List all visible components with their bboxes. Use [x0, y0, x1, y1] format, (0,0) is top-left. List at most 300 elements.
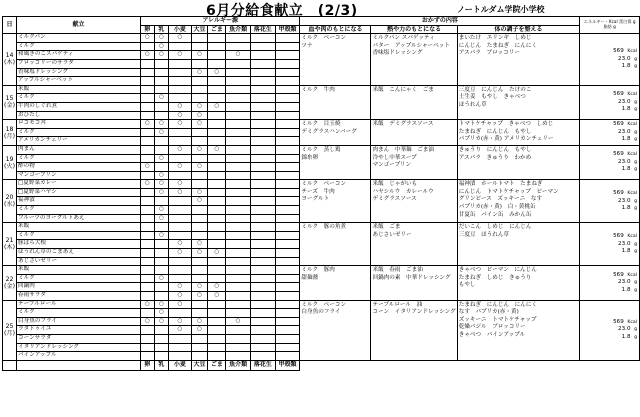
- allergen-mark: ○: [154, 317, 169, 326]
- allergen-mark: ○: [191, 188, 208, 197]
- nutrition-unit: g: [634, 334, 637, 340]
- menu-item: ミルク: [17, 274, 141, 283]
- allergen-mark: [226, 154, 251, 163]
- allergen-mark: ○: [169, 120, 191, 129]
- allergen-mark: [226, 68, 251, 77]
- menu-item: ミルク: [17, 128, 141, 137]
- allergen-mark: [140, 249, 154, 258]
- allergen-mark: ○: [154, 120, 169, 129]
- nutrition-line: [581, 233, 637, 240]
- allergen-mark: [250, 145, 275, 154]
- content-heat: 米飯 じゃがいも ハヤシルウ カレールウ デミグラスソース: [371, 180, 457, 223]
- allergen-mark: [169, 309, 191, 318]
- allergen-mark: [226, 283, 251, 292]
- allergen-mark: ○: [169, 51, 191, 60]
- allergen-mark: ○: [208, 292, 226, 301]
- allergen-mark: [140, 274, 154, 283]
- allergen-mark: [250, 51, 275, 60]
- nutrition-cell: [580, 145, 640, 179]
- allergen-mark: [191, 94, 208, 103]
- allergen-mark: [226, 111, 251, 120]
- content-blood: ミルク 豚の角煮: [300, 223, 371, 266]
- allergen-mark: ○: [191, 102, 208, 111]
- header-content: おかずの内容: [300, 17, 580, 26]
- header-nutrition: エネルギー・Kcal 蛋白質 g 脂肪 g: [580, 17, 640, 34]
- day-weekday: (月): [4, 330, 16, 338]
- allergen-mark: [169, 223, 191, 232]
- nutrition-value-fat: 1.8: [621, 247, 631, 254]
- allergen-mark: [140, 128, 154, 137]
- nutrition-value-protein: 23.0: [618, 279, 631, 286]
- allergen-mark: [140, 59, 154, 68]
- header-content-col: 熱や力のもとになる: [371, 25, 457, 34]
- nutrition-line: [581, 63, 637, 70]
- allergen-mark: [208, 34, 226, 43]
- allergen-mark: [154, 292, 169, 301]
- allergen-mark: [154, 283, 169, 292]
- allergen-mark: [169, 85, 191, 94]
- allergen-mark: [226, 163, 251, 172]
- table-row: [3, 300, 640, 309]
- allergen-mark: ○: [169, 180, 191, 189]
- allergen-mark: [140, 334, 154, 343]
- content-body: 福神漬 ホールトマト たまねぎ にんじん トマトケチャップ ピーマン グリンピース ズッキーニ なす パプリカ(赤・黄) 白・黄桃缶 甘夏缶 パイン缶 みかん缶: [457, 180, 580, 223]
- table-row: [3, 223, 640, 232]
- content-body: トマトケチャップ きゃべつ しめじ たまねぎ にんじん もやし パプリカ(赤・黄) アメリカンチェリー: [457, 120, 580, 146]
- header-allergy: アレルギー源: [140, 17, 299, 26]
- footer-allergen: 魚介類: [226, 360, 251, 370]
- allergen-mark: [226, 102, 251, 111]
- header-allergen: 卵: [140, 25, 154, 34]
- table-row: [3, 120, 640, 129]
- nutrition-unit: g: [634, 167, 637, 173]
- allergen-mark: [250, 120, 275, 129]
- allergen-mark: [208, 206, 226, 215]
- allergen-mark: [140, 171, 154, 180]
- allergen-mark: [169, 68, 191, 77]
- day-weekday: (火): [4, 162, 16, 170]
- content-body: きゃべつ ピーマン にんじん たまねぎ しめじ きゅうり もやし: [457, 266, 580, 300]
- day-weekday: (木): [4, 59, 16, 67]
- allergen-mark: [250, 94, 275, 103]
- menu-item: アップルシャーベット: [17, 77, 141, 86]
- nutrition-unit: g: [634, 327, 637, 333]
- nutrition-value-protein: 23.0: [618, 98, 631, 105]
- allergen-mark: ○: [169, 111, 191, 120]
- allergen-mark: [140, 68, 154, 77]
- day-date: 22: [5, 275, 14, 283]
- nutrition-line: [581, 319, 637, 326]
- nutrition-value-kcal: 569: [613, 319, 624, 326]
- allergen-mark: [250, 343, 275, 352]
- allergen-mark: [191, 300, 208, 309]
- allergen-mark: [208, 317, 226, 326]
- allergen-mark: ○: [226, 317, 251, 326]
- allergen-mark: [250, 77, 275, 86]
- allergen-mark: [154, 343, 169, 352]
- nutrition-line: [581, 248, 637, 255]
- allergen-mark: [169, 94, 191, 103]
- day-weekday: (月): [4, 132, 16, 140]
- nutrition-line: [581, 106, 637, 113]
- menu-item: おひたし: [17, 111, 141, 120]
- allergen-mark: [154, 266, 169, 275]
- nutrition-unit: g: [634, 137, 637, 143]
- allergen-mark: ○: [169, 163, 191, 172]
- menu-item: 回鍋肉: [17, 283, 141, 292]
- nutrition-line: [581, 205, 637, 212]
- allergen-mark: [250, 283, 275, 292]
- allergen-mark: [250, 42, 275, 51]
- nutrition-value-kcal: 569: [613, 48, 624, 55]
- nutrition-unit: Kcal: [627, 49, 637, 55]
- allergen-mark: [250, 102, 275, 111]
- menu-item: ほうれん草のごまあえ: [17, 249, 141, 258]
- allergen-mark: [250, 154, 275, 163]
- menu-item: ミルクパン: [17, 34, 141, 43]
- table-row: [3, 85, 640, 94]
- allergen-mark: ○: [191, 197, 208, 206]
- allergen-mark: [226, 171, 251, 180]
- allergen-mark: [154, 163, 169, 172]
- nutrition-line: [581, 272, 637, 279]
- day-weekday: (水): [4, 201, 16, 209]
- nutrition-line: [581, 287, 637, 294]
- nutrition-value-kcal: 569: [613, 271, 624, 278]
- allergen-mark: [154, 145, 169, 154]
- content-heat: 米飯 こんにゃく ごま: [371, 85, 457, 119]
- menu-item: 米飯: [17, 85, 141, 94]
- allergen-mark: ○: [154, 188, 169, 197]
- menu-item: 米飯: [17, 223, 141, 232]
- allergen-mark: [140, 240, 154, 249]
- nutrition-unit: Kcal: [627, 272, 637, 278]
- nutrition-unit: g: [634, 241, 637, 247]
- content-heat: 米飯 デミグラスソース: [371, 120, 457, 146]
- menu-item: マンゴープリン: [17, 171, 141, 180]
- nutrition-cell: [580, 85, 640, 119]
- allergen-mark: [208, 257, 226, 266]
- allergen-mark: [275, 85, 300, 94]
- day-date: 20: [5, 194, 14, 202]
- day-cell: [3, 145, 17, 179]
- menu-item: ブロッコリーのサラダ: [17, 59, 141, 68]
- content-blood: ミルク ベーコン チーズ 牛肉 ヨーグルト: [300, 180, 371, 223]
- allergen-mark: [169, 352, 191, 361]
- allergen-mark: [226, 257, 251, 266]
- nutrition-unit: g: [634, 107, 637, 113]
- allergen-mark: [226, 128, 251, 137]
- allergen-mark: [226, 188, 251, 197]
- allergen-mark: [140, 188, 154, 197]
- day-date: 15: [5, 95, 14, 103]
- nutrition-line: [581, 136, 637, 143]
- menu-item: ラタトゥイユ: [17, 326, 141, 335]
- allergen-mark: [275, 317, 300, 326]
- menu-item: 豚ばら大根: [17, 240, 141, 249]
- menu-item: ロコモコ丼: [17, 120, 141, 129]
- nutrition-unit: Kcal: [627, 234, 637, 240]
- allergen-mark: [154, 68, 169, 77]
- allergen-mark: [275, 42, 300, 51]
- allergen-mark: [208, 154, 226, 163]
- allergen-mark: ○: [140, 300, 154, 309]
- allergen-mark: [250, 68, 275, 77]
- allergen-mark: [154, 240, 169, 249]
- allergen-mark: [275, 334, 300, 343]
- menu-item: 白身魚のフライ: [17, 317, 141, 326]
- nutrition-value-fat: 1.8: [621, 136, 631, 143]
- allergen-mark: [140, 197, 154, 206]
- day-cell: [3, 223, 17, 266]
- nutrition-line: [581, 326, 637, 333]
- allergen-mark: [250, 317, 275, 326]
- allergen-mark: [191, 59, 208, 68]
- allergen-mark: [250, 180, 275, 189]
- allergen-mark: [191, 223, 208, 232]
- allergen-mark: ○: [169, 145, 191, 154]
- allergen-mark: [191, 85, 208, 94]
- menu-item: 米飯: [17, 266, 141, 275]
- allergen-mark: ○: [191, 283, 208, 292]
- allergen-mark: [275, 94, 300, 103]
- school-name: ノートルダム学院小学校: [457, 5, 545, 14]
- header-allergen: 甲殻類: [275, 25, 300, 34]
- allergen-mark: ○: [154, 42, 169, 51]
- allergen-mark: [191, 171, 208, 180]
- nutrition-unit: g: [634, 159, 637, 165]
- day-date: 25: [5, 323, 14, 331]
- allergen-mark: [275, 137, 300, 146]
- day-date: 14: [5, 52, 14, 60]
- allergen-mark: [250, 111, 275, 120]
- nutrition-line: [581, 129, 637, 136]
- allergen-mark: ○: [191, 317, 208, 326]
- nutrition-cell: [580, 300, 640, 360]
- footer-allergen: ごま: [208, 360, 226, 370]
- footer-allergen: 乳: [154, 360, 169, 370]
- allergen-mark: [275, 128, 300, 137]
- allergen-mark: [169, 128, 191, 137]
- allergen-mark: [275, 300, 300, 309]
- nutrition-cell: [580, 223, 640, 266]
- menu-item: フルーツのヨーグルトあえ: [17, 214, 141, 223]
- allergen-mark: [140, 154, 154, 163]
- allergen-mark: [191, 42, 208, 51]
- allergen-mark: [169, 257, 191, 266]
- menu-item: 福神漬: [17, 197, 141, 206]
- allergen-mark: [191, 180, 208, 189]
- allergen-mark: ○: [208, 249, 226, 258]
- allergen-mark: ○: [226, 51, 251, 60]
- allergen-mark: [208, 59, 226, 68]
- allergen-mark: [226, 223, 251, 232]
- allergen-mark: [250, 309, 275, 318]
- allergen-mark: [154, 59, 169, 68]
- menu-item: あじさいゼリー: [17, 257, 141, 266]
- allergen-mark: ○: [191, 240, 208, 249]
- allergen-mark: [275, 51, 300, 60]
- allergen-mark: [140, 257, 154, 266]
- allergen-mark: [154, 197, 169, 206]
- nutrition-line: [581, 241, 637, 248]
- table-row: [3, 34, 640, 43]
- nutrition-unit: Kcal: [627, 191, 637, 197]
- allergen-mark: [250, 266, 275, 275]
- nutrition-cell: [580, 266, 640, 300]
- allergen-mark: [226, 34, 251, 43]
- content-heat: 肉まん 中華麺 ごま油 冷やし中華スープ マンゴープリン: [371, 145, 457, 179]
- allergen-mark: [226, 352, 251, 361]
- allergen-mark: [191, 34, 208, 43]
- content-body: たまねぎ にんじん にんにく なす パプリカ(赤・黄) ズッキーニ トマトケチャップ 乾燥パジル ブロッコリー きゃべつ パインアップル: [457, 300, 580, 360]
- header-content-col: 血や肉のもとになる: [300, 25, 371, 34]
- nutrition-line: [581, 334, 637, 341]
- allergen-mark: [208, 274, 226, 283]
- allergen-mark: [169, 274, 191, 283]
- allergen-mark: [154, 326, 169, 335]
- allergen-mark: ○: [191, 120, 208, 129]
- allergen-mark: [169, 59, 191, 68]
- allergen-mark: [208, 85, 226, 94]
- allergen-mark: ○: [208, 102, 226, 111]
- allergen-mark: ○: [169, 249, 191, 258]
- nutrition-unit: g: [634, 56, 637, 62]
- menu-item: パインアップル: [17, 352, 141, 361]
- allergen-mark: [191, 257, 208, 266]
- allergen-mark: [208, 188, 226, 197]
- menu-item: 春雨サラダ: [17, 292, 141, 301]
- nutrition-line: [581, 166, 637, 173]
- nutrition-line: [581, 279, 637, 286]
- allergen-mark: [250, 223, 275, 232]
- content-heat: 米飯 春雨 ごま油 回鍋肉の素 中華ドレッシング: [371, 266, 457, 300]
- allergen-mark: [275, 197, 300, 206]
- allergen-mark: [226, 120, 251, 129]
- footer-allergen: 小麦: [169, 360, 191, 370]
- allergen-mark: [154, 85, 169, 94]
- allergen-mark: [154, 77, 169, 86]
- allergen-mark: [226, 292, 251, 301]
- allergen-mark: [226, 249, 251, 258]
- allergen-mark: ○: [154, 300, 169, 309]
- allergen-mark: [250, 352, 275, 361]
- allergen-mark: [208, 326, 226, 335]
- allergen-mark: [275, 223, 300, 232]
- menu-item: 酢の物: [17, 163, 141, 172]
- table-row: [3, 266, 640, 275]
- allergen-mark: ○: [169, 300, 191, 309]
- allergen-mark: ○: [169, 34, 191, 43]
- content-blood: ミルク 豚肉 甜麺醤: [300, 266, 371, 300]
- allergen-mark: [140, 145, 154, 154]
- allergen-mark: [226, 274, 251, 283]
- day-date: 19: [5, 155, 14, 163]
- day-date: 18: [5, 125, 14, 133]
- allergen-mark: [275, 292, 300, 301]
- allergen-mark: [226, 231, 251, 240]
- allergen-mark: [191, 343, 208, 352]
- allergen-mark: ○: [191, 292, 208, 301]
- allergen-mark: ○: [208, 145, 226, 154]
- nutrition-value-fat: 1.8: [621, 166, 631, 173]
- allergen-mark: [275, 188, 300, 197]
- nutrition-cell: [580, 180, 640, 223]
- content-blood: ミルク 牛肉: [300, 85, 371, 119]
- content-heat: テーブルロール 油 コーン イタリアンドレッシング: [371, 300, 457, 360]
- allergen-mark: [275, 102, 300, 111]
- allergen-mark: [154, 257, 169, 266]
- allergen-mark: [208, 300, 226, 309]
- allergen-mark: [275, 240, 300, 249]
- allergen-mark: [226, 59, 251, 68]
- allergen-mark: [140, 292, 154, 301]
- nutrition-value-kcal: 569: [613, 190, 624, 197]
- allergen-mark: [208, 352, 226, 361]
- allergen-mark: [275, 266, 300, 275]
- allergen-mark: [140, 326, 154, 335]
- allergen-mark: [226, 85, 251, 94]
- nutrition-unit: g: [634, 205, 637, 211]
- nutrition-unit: Kcal: [627, 92, 637, 98]
- nutrition-value-protein: 23.0: [618, 240, 631, 247]
- allergen-mark: ○: [140, 180, 154, 189]
- allergen-mark: [154, 249, 169, 258]
- allergen-mark: ○: [169, 292, 191, 301]
- allergen-mark: [275, 352, 300, 361]
- allergen-mark: [208, 240, 226, 249]
- allergen-mark: [140, 266, 154, 275]
- nutrition-line: [581, 198, 637, 205]
- allergen-mark: [275, 180, 300, 189]
- allergen-mark: [208, 171, 226, 180]
- nutrition-line: [581, 99, 637, 106]
- allergen-mark: ○: [140, 51, 154, 60]
- menu-item: ミルク: [17, 94, 141, 103]
- allergen-mark: [208, 163, 226, 172]
- allergen-mark: [191, 231, 208, 240]
- menu-item: 肉まん: [17, 145, 141, 154]
- allergen-mark: [250, 274, 275, 283]
- day-cell: [3, 266, 17, 300]
- nutrition-line: [581, 190, 637, 197]
- allergen-mark: [275, 343, 300, 352]
- header-day: 日: [3, 17, 17, 34]
- menu-item: □夏野菜ハヤシ: [17, 188, 141, 197]
- nutrition-value-protein: 23.0: [618, 326, 631, 333]
- nutrition-value-kcal: 569: [613, 91, 624, 98]
- day-weekday: (木): [4, 244, 16, 252]
- allergen-mark: [250, 249, 275, 258]
- allergen-mark: [250, 206, 275, 215]
- allergen-mark: [208, 180, 226, 189]
- allergen-mark: [140, 94, 154, 103]
- content-body: 三度豆 にんじん たけのこ 土生姜 もやし きゃべつ ほうれん草: [457, 85, 580, 119]
- menu-item: □夏野菜カレー: [17, 180, 141, 189]
- allergen-mark: [250, 197, 275, 206]
- allergen-mark: [275, 145, 300, 154]
- allergen-mark: ○: [191, 326, 208, 335]
- allergen-mark: [208, 231, 226, 240]
- footer-allergen: 大豆: [191, 360, 208, 370]
- allergen-mark: [226, 94, 251, 103]
- allergen-mark: [140, 77, 154, 86]
- allergen-mark: [140, 309, 154, 318]
- allergen-mark: ○: [154, 309, 169, 318]
- allergen-mark: [140, 137, 154, 146]
- day-cell: [3, 34, 17, 86]
- allergen-mark: [154, 111, 169, 120]
